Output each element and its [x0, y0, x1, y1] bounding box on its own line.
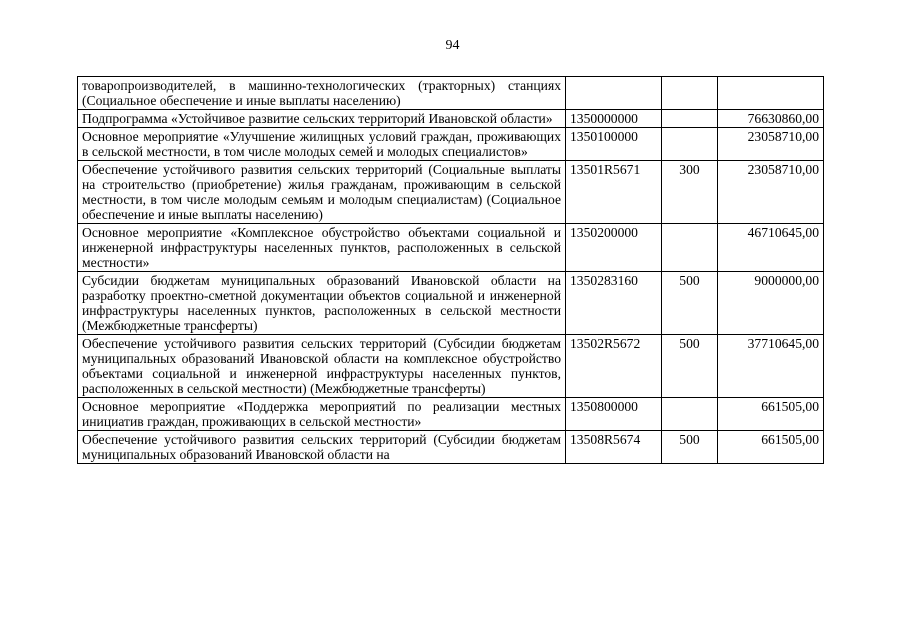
row-name: товаропроизводителей, в машинно-технологических (тракторных) станциях (Социальное обеспечение и иные выплаты населению) — [78, 77, 566, 110]
table-row — [78, 272, 824, 335]
table-row — [78, 335, 824, 398]
page-number: 94 — [445, 38, 460, 53]
table-row — [78, 161, 824, 224]
row-name: Подпрограмма «Устойчивое развитие сельских территорий Ивановской области» — [78, 110, 566, 128]
row-target-code: 13508R5674 — [566, 431, 662, 464]
table-row — [78, 128, 824, 161]
row-target-code: 1350800000 — [566, 398, 662, 431]
row-target-code: 1350100000 — [566, 128, 662, 161]
row-target-code: 1350000000 — [566, 110, 662, 128]
table-row — [78, 398, 824, 431]
row-expense-type — [662, 398, 718, 431]
row-name: Обеспечение устойчивого развития сельских территорий (Субсидии бюджетам муниципальных образований Ивановской области на — [78, 431, 566, 464]
row-name: Обеспечение устойчивого развития сельских территорий (Субсидии бюджетам муниципальных образований Ивановской области на комплексное обустройство объектами социальной и инженерной инфраструктуры населенных пунктов, расположенных в сельской местности) (Межбюджетные трансферты) — [78, 335, 566, 398]
row-amount: 23058710,00 — [718, 161, 824, 224]
table-row — [78, 431, 824, 464]
row-expense-type — [662, 224, 718, 272]
table-row — [78, 110, 824, 128]
row-name: Основное мероприятие «Улучшение жилищных условий граждан, проживающих в сельской местности, в том числе молодых семей и молодых специалистов» — [78, 128, 566, 161]
row-name: Обеспечение устойчивого развития сельских территорий (Социальные выплаты на строительство (приобретение) жилья гражданам, проживающим в сельской местности, в том числе молодым семьям и молодым специалистам) (Социальное обеспечение и иные выплаты населению) — [78, 161, 566, 224]
row-expense-type: 300 — [662, 161, 718, 224]
row-target-code — [566, 77, 662, 110]
row-amount: 23058710,00 — [718, 128, 824, 161]
budget-table — [77, 76, 824, 464]
row-target-code: 1350283160 — [566, 272, 662, 335]
row-target-code: 1350200000 — [566, 224, 662, 272]
table-row — [78, 224, 824, 272]
row-target-code: 13502R5672 — [566, 335, 662, 398]
row-amount — [718, 77, 824, 110]
row-amount: 37710645,00 — [718, 335, 824, 398]
table-row — [78, 77, 824, 110]
row-amount: 661505,00 — [718, 431, 824, 464]
row-amount: 661505,00 — [718, 398, 824, 431]
row-target-code: 13501R5671 — [566, 161, 662, 224]
row-expense-type: 500 — [662, 335, 718, 398]
row-expense-type: 500 — [662, 272, 718, 335]
row-name: Основное мероприятие «Комплексное обустройство объектами социальной и инженерной инфраструктуры населенных пунктов, расположенных в сельской местности» — [78, 224, 566, 272]
row-name: Субсидии бюджетам муниципальных образований Ивановской области на разработку проектно-сметной документации объектов социальной и инженерной инфраструктуры населенных пунктов, расположенных в сельской местности (Межбюджетные трансферты) — [78, 272, 566, 335]
row-name: Основное мероприятие «Поддержка мероприятий по реализации местных инициатив граждан, проживающих в сельской местности» — [78, 398, 566, 431]
row-amount: 46710645,00 — [718, 224, 824, 272]
row-expense-type — [662, 128, 718, 161]
row-expense-type — [662, 77, 718, 110]
row-expense-type: 500 — [662, 431, 718, 464]
row-amount: 9000000,00 — [718, 272, 824, 335]
row-amount: 76630860,00 — [718, 110, 824, 128]
row-expense-type — [662, 110, 718, 128]
